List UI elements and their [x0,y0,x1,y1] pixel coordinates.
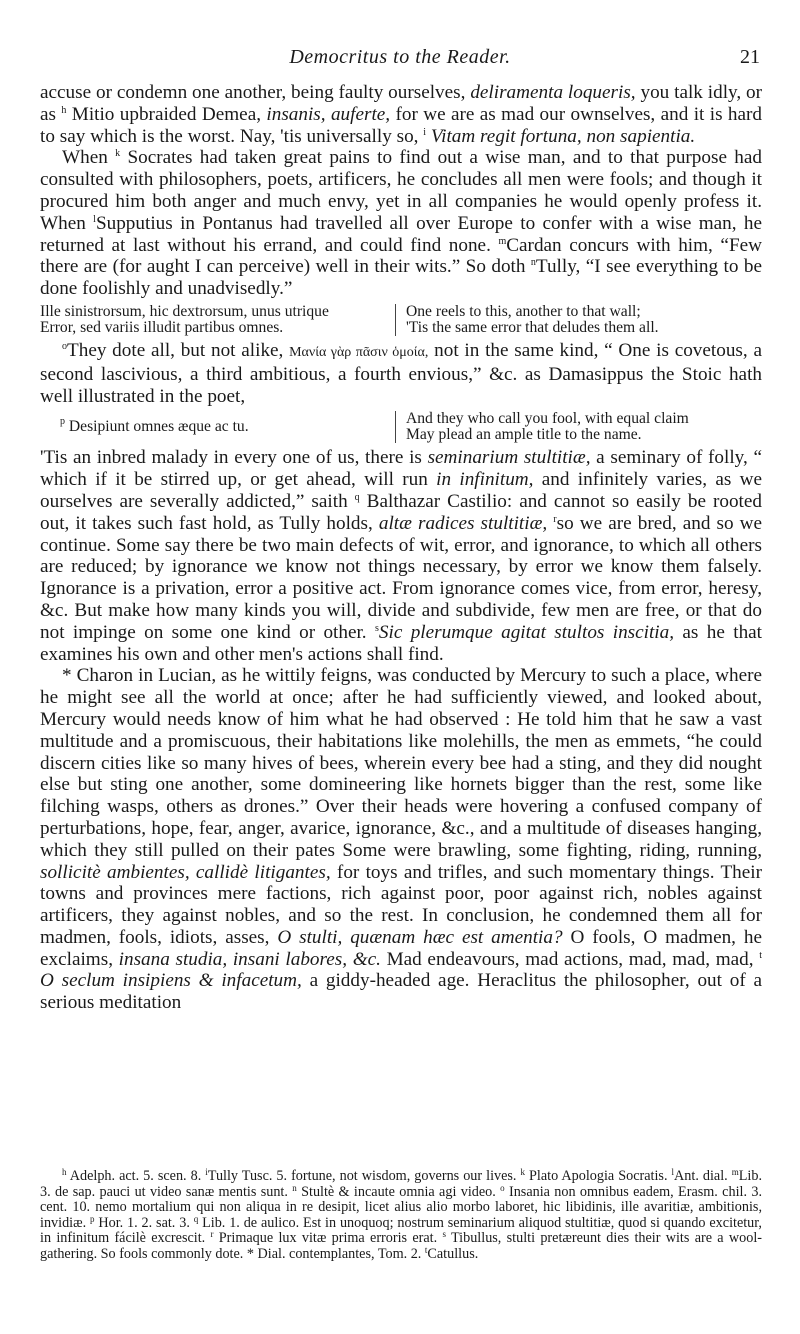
footnote-ref-o: o [62,340,67,352]
running-title: Democritus to the Reader. [289,46,511,68]
footnote-ref-i: i [423,126,427,138]
verse-quote-1 [40,304,762,336]
page-header [40,46,760,74]
verse-latin: $^p$ Desipiunt omnes æque ac tu. [40,411,396,443]
paragraph-2: When $^k$ Socrates had taken great pains to find out a wise man, and to that purpose had consulted with philosophers, poets, artificers, he concludes all men were fools; and though it procured him both anger and much envy, yet in all companies he would openly profess it. When $^l$Supputius in Pontanus had travelled all over Europe to confer with a wise man, he returned at last without his errand, and could find none. $^m$Cardan concurs with him, “Few there are (for aught I can perceive) well in their wits.” So doth $^n$Tully, “I see everything to be done foolishly and unadvisedly.” [40,147,762,300]
paragraph-1: accuse or condemn one another, being faulty ourselves, deliramenta loqueris, you talk idly, or as $^h$ Mitio upbraided Demea, insanis, auferte, for we are as mad our ownselves, and it is hard to say which is the worst. Nay, 'tis universally so, $^i$ Vitam regit fortuna, non sapientia. [40,82,763,147]
footnote-ref-t: t [759,949,762,961]
footnote-ref-q: q [354,491,360,503]
paragraph-4: 'Tis an inbred malady in every one of us, there is seminarium stultitiæ, a seminary of folly, “ which if it be stirred up, or get ahead, will run in infinitum, and infinitely varies, as we ourselves are severally addicted,” saith $^q$ Balthazar Castilio: and cannot so easily be rooted out, it takes such fast hold, as Tully holds, altæ radices stultitiæ, $^r$so we are bred, and so we continue. Some say there be two main defects of wit, error, and ignorance, to which all others are reduced; by ignorance we know not things necessary, by error we know them falsely. Ignorance is a privation, error a positive act. From ignorance comes vice, from error, heresy, &c. But make how many kinds you will, divide and subdivide, few men are free, or that do not impinge on some one kind or other. $^s$Sic plerumque agitat stultos inscitia, as he that examines his own and other men's actions shall find. [40,447,763,665]
footnote-ref-s: s [374,622,379,634]
footnote-ref-l: l [93,213,96,225]
paragraph-3: $^o$They dote all, but not alike, Μανία γὰρ πᾶσιν ὁμοία, not in the same kind, “ One is covetous, a second lascivious, a third ambitious, a fourth envious,” &c. as Damasippus the Stoic hath well illustrated in the poet, [40,339,762,407]
verse-quote-2 [40,411,762,443]
footnote-ref-p: p [60,416,65,428]
footnote-ref-m: m [498,235,507,247]
paragraph-5: * Charon in Lucian, as he wittily feigns, was conducted by Mercury to such a place, where he might see all the world at once; after he had sufficiently viewed, and looked about, Mercury would needs know of him what he had observed : He told him that he saw a vast multitude and a promiscuous, their habitations like molehills, the men as emmets, “he could discern cities like so many hives of bees, wherein every bee had a sting, and they did nought else but sting one another, some domineering like hornets bigger than the rest, some like filching wasps, others as drones.” Over their heads were hovering a confused company of perturbations, hope, fear, anger, avarice, ignorance, &c., and a multitude of diseases hanging, which they still pulled on their pates Some were brawling, some fighting, riding, running, sollicitè ambientes, callidè litigantes, for toys and trifles, and such momentary things. Their towns and provinces mere factions, rich against poor, poor against rich, nobles against artificers, they against nobles, and so the rest. In conclusion, he condemned them all for madmen, fools, idiots, asses, O stulti, quænam hæc est amentia? O fools, O madmen, he exclaims, insana studia, insani labores, &c. Mad endeavours, mad actions, mad, mad, mad, $^t$ O seclum insipiens & infacetum, a giddy-headed age. Heraclitus the philosopher, out of a serious meditation [40,665,762,1014]
verse-translation: One reels to this, another to that wall; 'Tis the same error that deludes them all. [406,302,659,336]
footnotes [40,1169,762,1263]
footnote-ref-h: h [61,104,67,116]
footnote-block: $^h$ Adelph. act. 5. scen. 8. $^i$Tully Tusc. 5. fortune, not wisdom, governs our lives. $^k$ Plato Apologia Socratis. $^l$Ant. dial. $^m$Lib. 3. de sap. pauci ut video sanæ mentis sunt. $^n$ Stultè & incaute omnia agi video. $^o$ Insania non omnibus eadem, Erasm. chil. 3. cent. 10. nemo mortalium qui non aliqua in re desipit, licet alius alio morbo laboret, hic libidinis, ille avaritiæ, ambitionis, invidiæ. $^p$ Hor. 1. 2. sat. 3. $^q$ Lib. 1. de aulico. Est in unoquoq; nostrum seminarium aliquod stultitiæ, quod si quando excitetur, in infinitum fácilè excrescit. $^r$ Primaque lux vitæ prima erroris erat. $^s$ Tibullus, stulti pretæreunt dies their wits are a wool-gathering. So fools commonly dote. * Dial. contemplantes, Tom. 2. $^t$Catullus. [40,1167,762,1262]
greek-quote: Μανία γὰρ πᾶσιν ὁμοία, [289,344,429,360]
verse-latin: Ille sinistrorsum, hic dextrorsum, unus utrique Error, sed variis illudit partibus omnes. [40,304,396,336]
page-number: 21 [740,46,760,68]
footnote-ref-r: r [553,513,557,525]
verse-translation: And they who call you fool, with equal claim May plead an ample title to the name. [406,410,689,444]
footnote-ref-k: k [115,148,121,160]
main-text [40,82,762,1014]
footnote-ref-n: n [530,257,536,269]
